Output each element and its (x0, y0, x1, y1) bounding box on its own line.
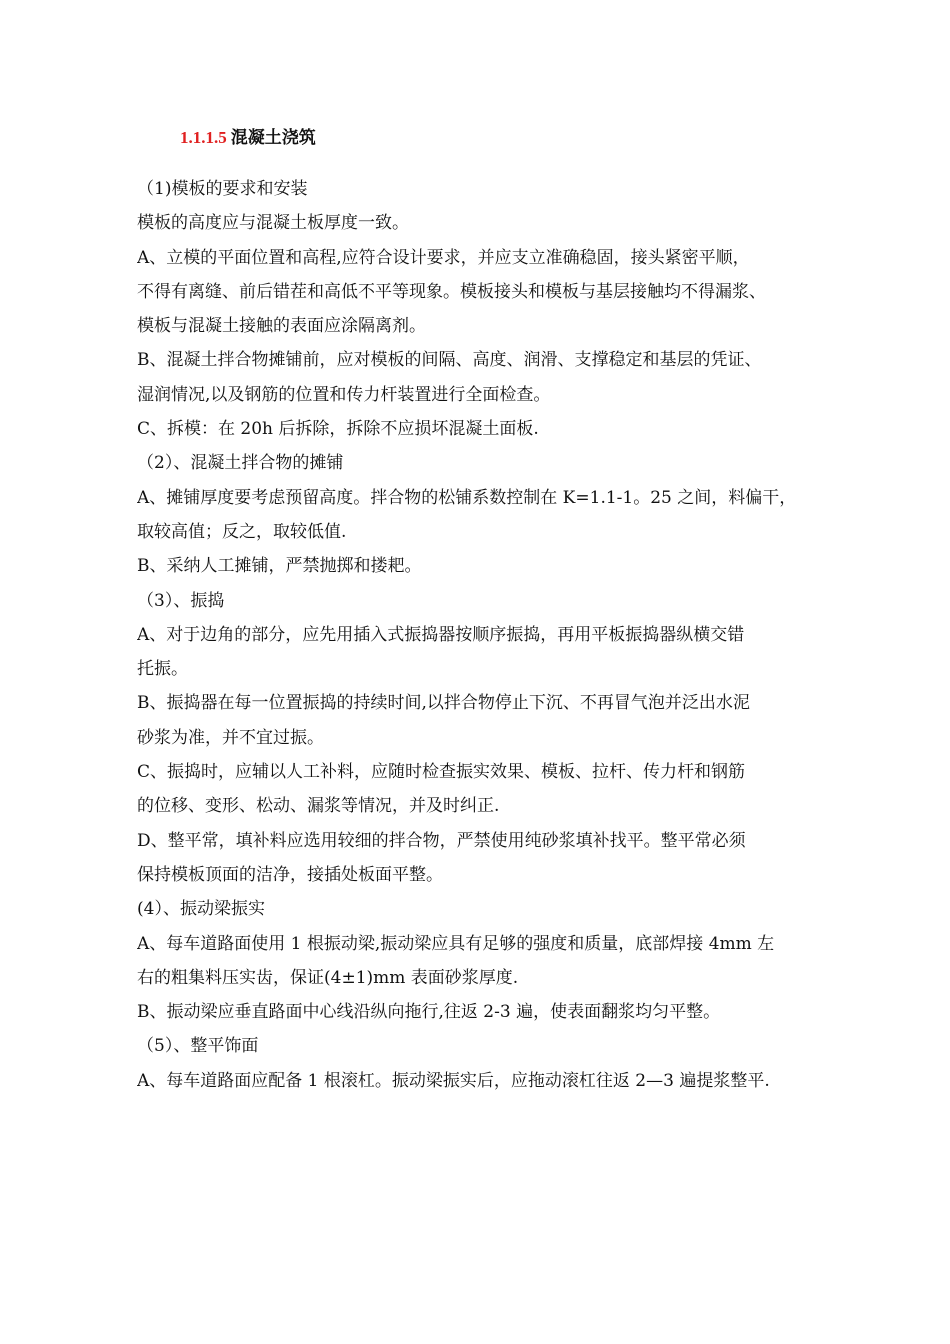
text-line: （1)模板的要求和安装 (137, 179, 308, 199)
text-line: （5）、整平饰面 (137, 1036, 259, 1057)
text-line: 保持模板顶面的洁净，接插处板面平整。 (137, 864, 443, 885)
text-line: 取较高值；反之，取较低值. (137, 521, 347, 542)
text-line: B、混凝土拌合物摊铺前，应对模板的间隔、高度、润滑、支撑稳定和基层的凭证、 (137, 350, 762, 371)
text-line: A、每车道路面应配备 1 根滚杠。振动梁振实后，应拖动滚杠往返 2—3 遍提浆整平. (137, 1070, 770, 1091)
section-heading (180, 126, 316, 150)
text-line: B、振捣器在每一位置振捣的持续时间,以拌合物停止下沉、不再冒气泡并泛出水泥 (137, 693, 750, 714)
text-line: 不得有离缝、前后错茬和高低不平等现象。模板接头和模板与基层接触均不得漏浆、 (137, 281, 766, 302)
section-title: 混凝土浇筑 (230, 128, 316, 148)
text-line: B、振动梁应垂直路面中心线沿纵向拖行,往返 2-3 遍，使表面翻浆均匀平整。 (137, 1002, 721, 1023)
text-line: B、采纳人工摊铺，严禁抛掷和搂耙。 (137, 556, 422, 577)
text-line: 模板的高度应与混凝土板厚度一致。 (137, 213, 409, 234)
text-line: C、振捣时，应辅以人工补料，应随时检查振实效果、模板、拉杆、传力杆和钢筋 (137, 762, 746, 783)
text-line: 右的粗集料压实齿，保证(4±1)mm 表面砂浆厚度. (137, 967, 519, 988)
text-line: (4）、振动梁振实 (137, 899, 265, 920)
text-line: A、摊铺厚度要考虑预留高度。拌合物的松铺系数控制在 K=1.1-1。25 之间，料偏干， (137, 487, 797, 508)
text-line: （2）、混凝土拌合物的摊铺 (137, 453, 344, 474)
text-line: 托振。 (137, 659, 188, 680)
text-line: C、拆模：在 20h 后拆除，拆除不应损坏混凝土面板. (137, 419, 539, 440)
body-text (137, 172, 852, 1098)
text-line: 砂浆为准，并不宜过振。 (137, 727, 324, 748)
text-line: A、每车道路面使用 1 根振动梁,振动梁应具有足够的强度和质量，底部焊接 4mm 左 (137, 933, 775, 954)
text-line: A、立模的平面位置和高程,应符合设计要求，并应支立准确稳固，接头紧密平顺， (137, 247, 750, 268)
text-line: A、对于边角的部分，应先用插入式振捣器按顺序振捣，再用平板振捣器纵横交错 (137, 624, 745, 645)
text-line: 的位移、变形、松动、漏浆等情况，并及时纠正. (137, 796, 500, 817)
text-line: 湿润情况,以及钢筋的位置和传力杆装置进行全面检查。 (137, 384, 551, 405)
section-number: 1.1.1.5 (180, 128, 227, 147)
text-line: （3）、振捣 (137, 590, 225, 611)
text-line: 模板与混凝土接触的表面应涂隔离剂。 (137, 316, 426, 337)
text-line: D、整平常，填补料应选用较细的拌合物，严禁使用纯砂浆填补找平。整平常必须 (137, 830, 746, 851)
